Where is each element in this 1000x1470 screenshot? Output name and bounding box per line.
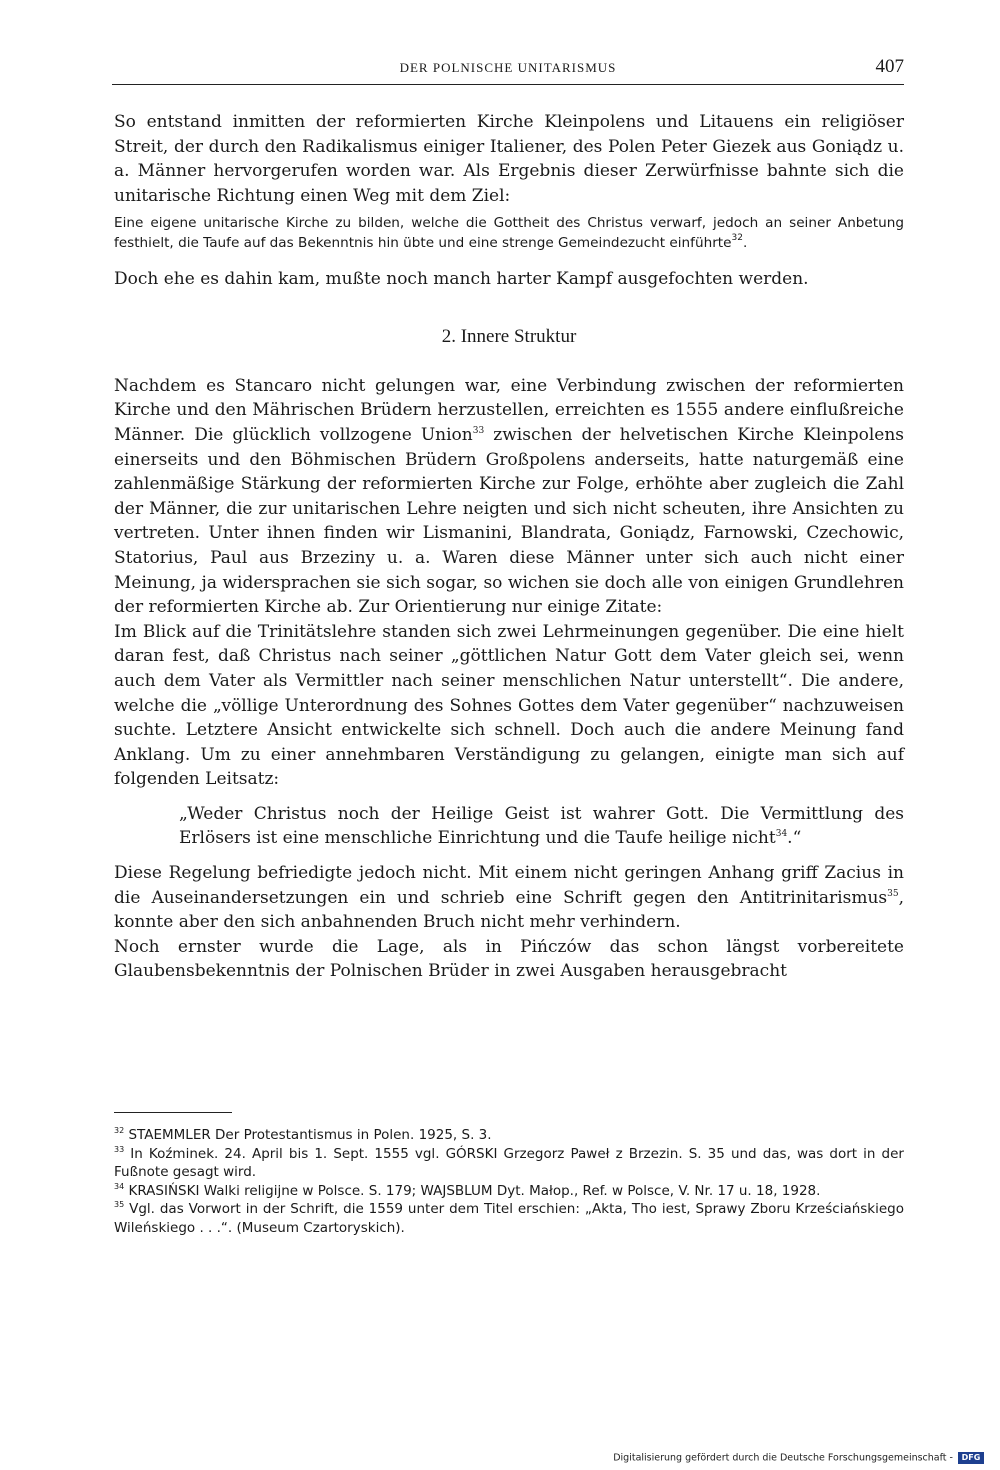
page-number: 407 [875,56,904,77]
footnote-number: 33 [114,1144,125,1154]
dfg-logo: DFG [958,1452,984,1464]
block-quote-1-text: Eine eigene unitarische Kirche zu bilden, welche die Gottheit des Christus verwarf, jedoch an seiner Anbetung festhielt, die Taufe auf das Bekenntnis hin übte und eine strenge Gemeindezucht einführte [114,215,904,251]
footnote-35 [114,1200,904,1237]
block-quote-1-end: . [742,234,748,251]
paragraph-6: Noch ernster wurde die Lage, als in Pińczów das schon längst vorbereitete Glaubensbekenntnis der Polnischen Brüder in zwei Ausgaben herausgebracht [114,936,904,982]
footnote-ref-33: 33 [472,425,485,436]
paragraph-4: Im Blick auf die Trinitätslehre standen sich zwei Lehrmeinungen gegenüber. Die eine hielt daran fest, daß Christus nach seiner „göttlichen Natur Gott dem Vater gleich sei, wenn auch dem Vater als Vermittler nach seiner menschlichen Natur unterstellt“. Die andere, welche die „völlige Unterordnung des Sohnes Gottes dem Vater gegenüber“ nachzuweisen suchte. Letztere Ansicht entwickelte sich schnell. Doch auch die andere Meinung fand Anklang. Um zu einer annehmbaren Verständigung zu gelangen, einigte man sich auf folgenden Leitsatz: [114,621,904,790]
paragraph-3-part-a: Nachdem es Stancaro nicht gelungen war, eine Verbindung zwischen der reformierten Kirche und den Mährischen Brüdern herzustellen, erreichten es 1555 andere einflußreiche Männer. Die glücklich vollzogene Union [114,375,904,445]
footnote-number: 34 [114,1181,125,1191]
block-quote-1 [114,214,904,253]
footnote-34 [114,1182,904,1201]
footnote-33 [114,1145,904,1182]
paragraph-5-part-b: , konnte aber den sich anbahnenden Bruch nicht mehr verhindern. [114,887,904,933]
running-title: DER POLNISCHE UNITARISMUS [399,60,617,75]
footnote-text: In Koźminek. 24. April bis 1. Sept. 1555 vgl. GÓRSKI Grzegorz Paweł z Brzezin. S. 35 und das, was dort in der Fußnote gesagt wird. [114,1145,904,1181]
block-quote-2-end: .“ [787,828,802,849]
block-quote-2-text: „Weder Christus noch der Heilige Geist ist wahrer Gott. Die Vermittlung des Erlösers ist eine menschliche Einrichtung und die Taufe heilige nicht [179,803,904,849]
paragraph-1: So entstand inmitten der reformierten Kirche Kleinpolens und Litauens ein religiöser Streit, der durch den Radikalismus einiger Italiener, des Polen Peter Giezek aus Goniądz u. a. Männer hervorgerufen worden war. Als Ergebnis dieser Zerwürfnisse bahnte sich die unitarische Richtung einen Weg mit dem Ziel: [114,112,904,206]
footnotes [114,1126,904,1238]
paragraph-3 [114,374,904,620]
footnote-ref-34: 34 [775,829,788,840]
footnote-number: 32 [114,1126,125,1135]
footnote-ref-35: 35 [887,888,899,899]
paragraph-5 [114,861,904,935]
footnote-divider [114,1112,232,1113]
credit-text: Digitalisierung gefördert durch die Deutsche Forschungsgemeinschaft - [613,1452,953,1464]
digitization-credit [613,1452,984,1468]
paragraph-2: Doch ehe es dahin kam, mußte noch manch harter Kampf ausgefochten werden. [114,269,809,290]
footnote-text: Vgl. das Vorwort in der Schrift, die 1559 unter dem Titel erschien: „Akta, Tho iest, Sprawy Zboru Krześciańskiego Wileńskiego . . .“. (Museum Czartoryskich). [114,1201,905,1236]
block-quote-2 [114,802,904,851]
section-heading: 2. Innere Struktur [441,325,577,347]
paragraph-3-part-b: zwischen der helvetischen Kirche Kleinpolens einerseits und den Böhmischen Brüdern Großpolens anderseits, hatte naturgemäß eine zahlenmäßige Stärkung der reformierten Kirche zur Folge, erhöhte aber zugleich die Zahl der Männer, die zur unitarischen Lehre neigten und sich nicht scheuten, ihre Ansichten zu vertreten. Unter ihnen finden wir Lismanini, Blandrata, Goniądz, Farnowski, Czechowic, Statorius, Paul aus Brzeziny u. a. Waren diese Männer unter sich auch nicht einer Meinung, ja widersprachen sie sich sogar, so wichen sie doch alle von einigen Grundlehren der reformierten Kirche ab. Zur Orientierung nur einige Zitate: [114,424,905,618]
footnote-ref-32: 32 [731,232,743,243]
footnote-text: STAEMMLER Der Protestantismus in Polen. 1925, S. 3. [128,1127,492,1143]
body-text [114,110,904,984]
running-header [112,56,904,85]
footnote-text: KRASIŃSKI Walki religijne w Polsce. S. 179; WAJSBLUM Dyt. Małop., Ref. w Polsce, V. Nr. 17 u. 18, 1928. [128,1182,821,1199]
footnote-32 [114,1126,904,1145]
footnote-number: 35 [114,1200,125,1210]
paragraph-5-part-a: Diese Regelung befriedigte jedoch nicht. Mit einem nicht geringen Anhang griff Zacius in die Auseinandersetzungen ein und schrieb eine Schrift gegen den Antitrinitarismus [114,863,904,908]
